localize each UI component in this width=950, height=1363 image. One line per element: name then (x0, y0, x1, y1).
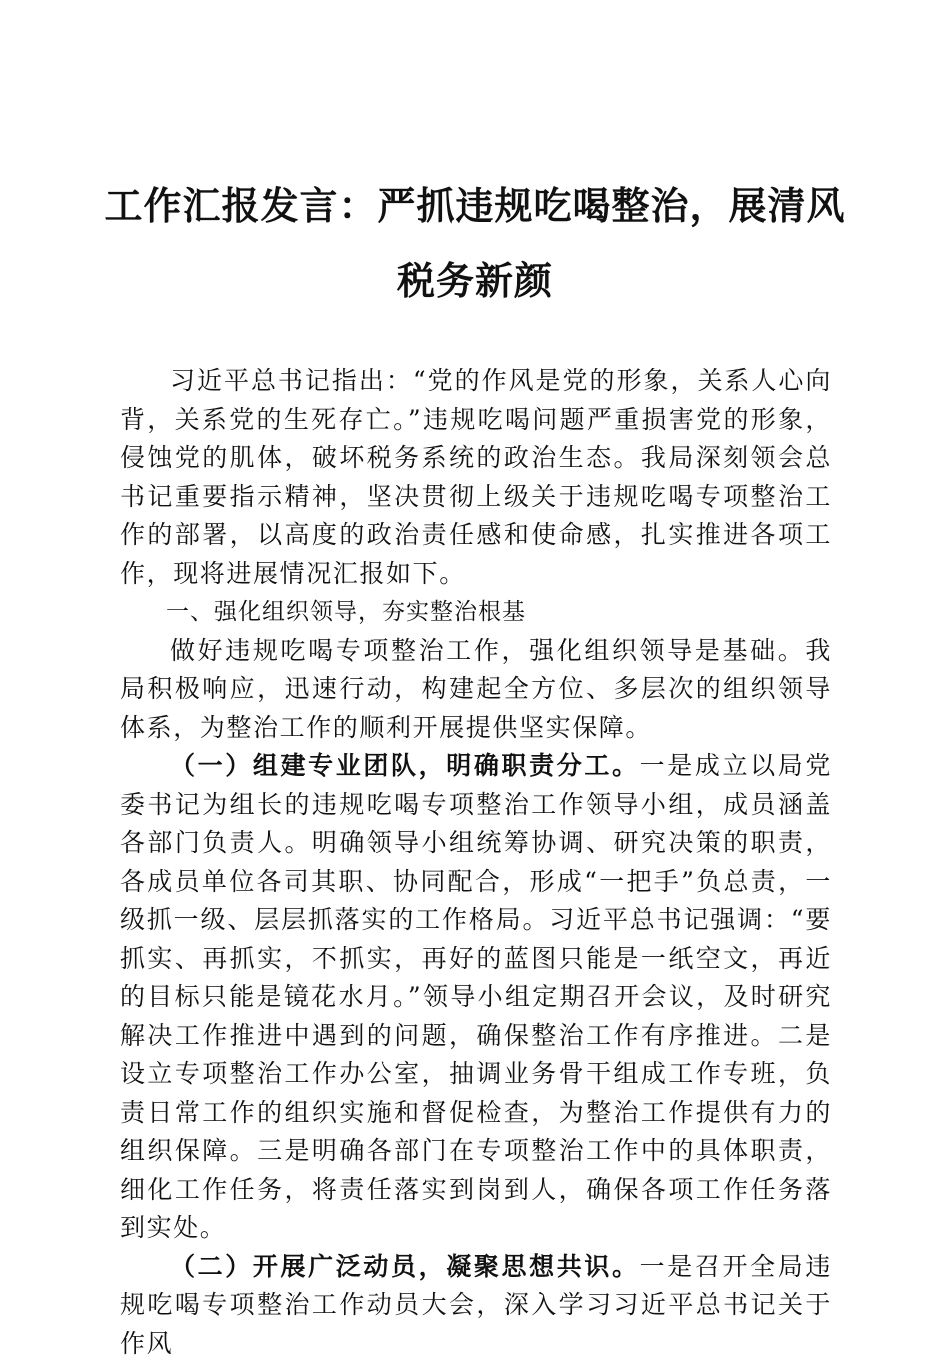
document-body (120, 362, 832, 1363)
subsection-1-body: 一是成立以局党委书记为组长的违规吃喝专项整治工作领导小组，成员涵盖各部门负责人。明确领导小组统筹协调、研究决策的职责，各成员单位各司其职、协同配合，形成“一把手”负总责，一级抓一级、层层抓落实的工作格局。习近平总书记强调：“要抓实、再抓实，不抓实，再好的蓝图只能是一纸空文，再近的目标只能是镜花水月。”领导小组定期召开会议，及时研究解决工作推进中遇到的问题，确保整治工作有序推进。二是设立专项整治工作办公室，抽调业务骨干组成工作专班，负责日常工作的组织实施和督促检查，为整治工作提供有力的组织保障。三是明确各部门在专项整治工作中的具体职责，细化工作任务，将责任落实到岗到人，确保各项工作任务落到实处。 (120, 751, 832, 1242)
section-1-heading: 一、强化组织领导，夯实整治根基 (120, 593, 832, 632)
subsection-1-heading: （一）组建专业团队，明确职责分工。 (170, 751, 640, 780)
subsection-2-body: 一是召开全局违规吃喝专项整治工作动员大会，深入学习习近平总书记关于作风 (120, 1252, 832, 1358)
document-title: 工作汇报发言：严抓违规吃喝整治，展清风税务新颜 (100, 168, 850, 318)
intro-paragraph: 习近平总书记指出：“党的作风是党的形象，关系人心向背，关系党的生死存亡。”违规吃喝问题严重损害党的形象，侵蚀党的肌体，破坏税务系统的政治生态。我局深刻领会总书记重要指示精神，坚决贯彻上级关于违规吃喝专项整治工作的部署，以高度的政治责任感和使命感，扎实推进各项工作，现将进展情况汇报如下。 (120, 362, 832, 593)
subsection-2-heading: （二）开展广泛动员，凝聚思想共识。 (170, 1252, 640, 1281)
subsection-1-paragraph (120, 747, 832, 1248)
section-1-intro-paragraph: 做好违规吃喝专项整治工作，强化组织领导是基础。我局积极响应，迅速行动，构建起全方位、多层次的组织领导体系，为整治工作的顺利开展提供坚实保障。 (120, 632, 832, 748)
subsection-2-paragraph (120, 1248, 832, 1363)
